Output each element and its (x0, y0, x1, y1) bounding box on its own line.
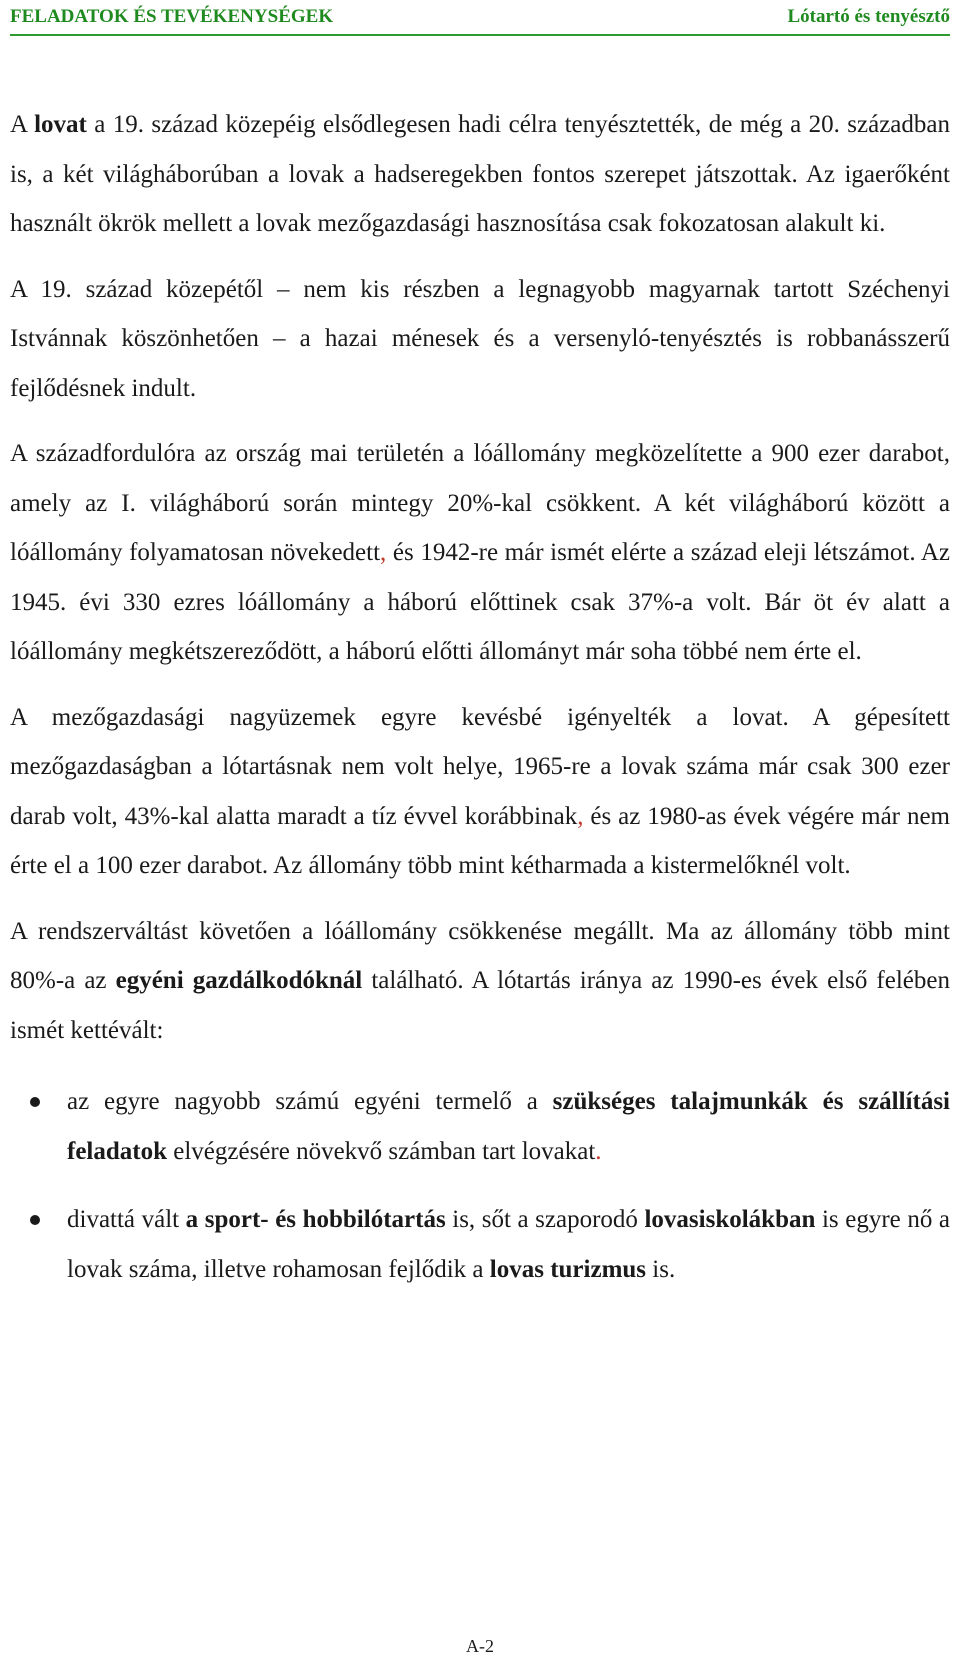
text-run: A mezőgazdasági nagyüzemek egyre kevésbé igényelték a lovat. A gépesített mezőgazdaságban a lótartásnak nem volt helye, 1965-re a lovak száma már csak 300 ezer darab volt, 43%-kal alatta maradt a tíz évvel korábbinak (10, 703, 950, 830)
paragraph-5 (10, 907, 950, 1056)
bold-term: a sport- és hobbilótartás (185, 1206, 446, 1233)
highlighted-punctuation: , (577, 802, 584, 830)
bullet-list (10, 1077, 950, 1294)
paragraph-4 (10, 693, 950, 891)
highlighted-punctuation: . (595, 1137, 602, 1165)
page-number: A-2 (466, 1636, 494, 1656)
text-run: is, sőt a szaporodó (445, 1206, 645, 1233)
header-section-title: FELADATOK ÉS TEVÉKENYSÉGEK (10, 6, 334, 27)
text-run: és 1942-re már ismét elérte a század eleji létszámot. Az 1945. évi 330 ezres lóállomány a háború előttinek csak 37%-a volt. Bár öt év alatt a lóállomány megkétszereződött, a háború előtti állományt már soha többé nem érte el. (10, 539, 950, 665)
text-run: elvégzésére növekvő számban tart lovakat (167, 1137, 596, 1165)
text-run: A századfordulóra az ország mai területén a lóállomány megközelítette a 900 ezer darabot, amely az I. világháború során mintegy 20%-kal csökkent. A két világháború között a lóállomány folyamatosan növekedett (10, 440, 950, 566)
bold-term: szükséges talajmunkák és szállítási feladatok (67, 1088, 951, 1165)
text-run: A rendszerváltást követően a lóállomány csökkenése megállt. Ma az állomány több mint 80%-a az (10, 917, 950, 994)
bold-term: egyéni gazdálkodóknál (115, 967, 363, 994)
header-document-title: Lótartó és tenyésztő (787, 6, 950, 27)
bullet-dot-icon (30, 1215, 40, 1225)
text-run: található. A lótartás iránya az 1990-es évek első felében ismét kettévált: (10, 967, 950, 1044)
bullet-dot-icon (30, 1097, 40, 1107)
list-item (10, 1077, 950, 1176)
text-run: is egyre nő a lovak száma, illetve rohamosan fejlődik a (67, 1206, 950, 1283)
running-header (10, 0, 950, 36)
body-text (10, 100, 950, 1313)
text-run: divattá vált (67, 1206, 186, 1233)
list-item (10, 1195, 950, 1294)
text-run: A (10, 111, 35, 138)
bold-term: lovat (34, 111, 87, 138)
text-run: a 19. század közepéig elsődlegesen hadi célra tenyésztették, de még a 20. században is, a két világháborúban a lovak a hadseregekben fontos szerepet játszottak. Az igaerőként használt ökrök mellett a lovak mezőgazdasági hasznosítása csak fokozatosan alakult ki. (10, 111, 950, 237)
text-run: és az 1980-as évek végére már nem érte el a 100 ezer darabot. Az állomány több mint kétharmada a kistermelőknél volt. (10, 802, 951, 879)
text-run: az egyre nagyobb számú egyéni termelő a (67, 1088, 553, 1115)
paragraph-3 (10, 429, 950, 677)
text-run: is. (646, 1255, 676, 1283)
highlighted-punctuation: , (380, 539, 387, 566)
bold-term: lovas turizmus (489, 1255, 647, 1283)
bold-term: lovasiskolákban (644, 1206, 816, 1233)
paragraph-2: A 19. század közepétől – nem kis részben a legnagyobb magyarnak tartott Széchenyi Istvánnak köszönhetően – a hazai ménesek és a versenyló-tenyésztés is robbanásszerű fejlődésnek indult. (10, 275, 950, 402)
paragraph-1 (10, 100, 950, 249)
